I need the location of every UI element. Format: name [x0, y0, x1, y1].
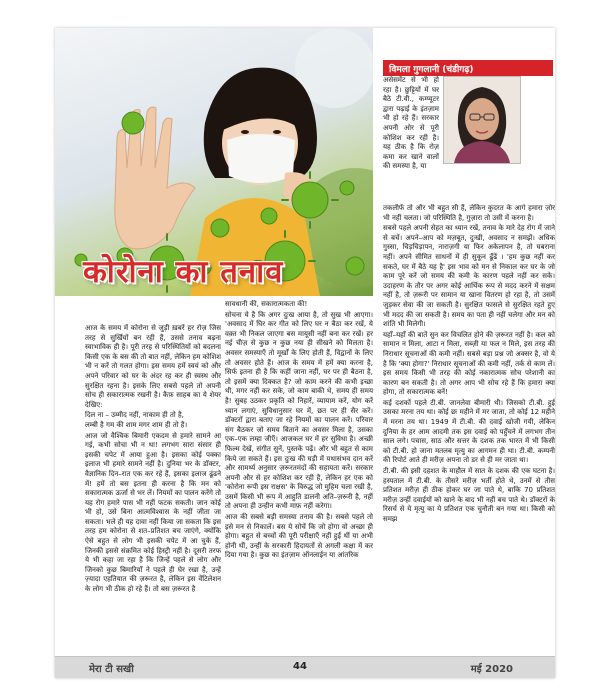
- paragraph: आज जो वैश्विक बिमारी एकदम से हमारे सामने आ गई, कभी सोचा भी न था! लगभग सारा संसार ही इसकी चपेट में आया हुआ है। इसका कोई पक्का इलाज भी हमारे सामने नहीं है। दुनिया भर के डॉक्टर, वैज्ञानिक दिन–रात एक कर रहे हैं, इसका इलाज ढूंढने में! हमें तो बस इतना ही करना है कि मन को सकारात्मक ऊर्जा से भर लें। नियमों का पालन करेंगे तो यह रोग हमारे पास भी नहीं फटक सकती। जान कोई भी हो, उसे बिना आत्मविश्वास के नहीं जीता जा सकता। भले ही यह दावा नहीं किया जा सकता कि इस तरह हम कोरोना से शत–प्रतिशत बच जाएंगे, क्योंकि ऐसे बहुत से लोग भी इसकी चपेट में आ चुके हैं, जिनकी इससे संक्रमित कोई हिस्ट्री नहीं है। दूसरी तरफ ये भी कहा जा रहा है कि जिन्हें पहले से लोग और जिनको कुछ बिमारियाँ ने पहले ही घेर रखा है, उन्हें ज़्यादा एहतियात की ज़रूरत है, लेकिन इस वेंटिलेशन के लोग भी ठीक हो रहे हैं। तो बस ज़रूरत है: [85, 431, 221, 594]
- author-photo: [443, 76, 521, 164]
- virus-icon: [261, 208, 277, 224]
- paragraph: आज के समय में कोरोना से जुड़ी ख़बरें हर रोज़ जिस तरह से सुर्खियों बन रही हैं, उससे तनाव बढ़ना स्वाभाविक ही है। पूरी तरह से परिस्थितियों को बदलना किसी एक के बस की तो बात नहीं, लेकिन हम कोशिश भी न करें तो गलत होगा। इस समय हमें स्वयं को और अपने परिवार को घर के अंदर रह कर ही स्वस्थ और सुरक्षित रहना है। इसके लिए सबसे पहले तो अपनी सोच ही सकारात्मक रखनी है। कैफ़ साहब का ये शेयर देखिए:: [85, 324, 221, 409]
- poem-line: लम्बी है गम की शाम मगर शाम ही तो है।: [85, 420, 188, 429]
- page-number: 44: [293, 661, 307, 672]
- virus-icon: [122, 112, 144, 134]
- magazine-name: मेरा टी सखी: [89, 664, 134, 675]
- author-name-bar: विमला गुगलानी (चंडीगढ़): [383, 60, 553, 76]
- article-column-3-top: [383, 76, 439, 204]
- paragraph: यहाँ–यहाँ की बातें सुन कर विचलित होने की ज़रूरत नहीं है। कल को सामान न मिला, आटा न मिला, सब्ज़ी या फल न मिले, इस तरह की निराधार सूचनाओं की कमी नहीं। सबसे बड़ा प्रश्न जो अक्सर है, वो ये है कि 'क्या होगा?' निराधार सूचनाओं की कमी नहीं, तर्क से काम लें। इस समय किसी भी तरह की कोई नकारात्मक सोच परेशानी का कारण बन सकती है। तो अगर आप भी सोच रहे हैं कि हमारा क्या होगा, तो सकारात्मक बनें!: [383, 330, 555, 397]
- paragraph: तकलीफें तो और भी बहुत सी हैं, लेकिन कुदरत के आगे हमारा ज़ोर भी नहीं चलता। जो परिस्थिति है, गुज़ारा तो उसी में करना है।: [383, 204, 555, 222]
- paragraph: कई दशकों पहले टी.बी. जानलेवा बीमारी थी। जिसको टी.बी. हुई उसका मरना तय था। कोई छः महीने में मर जाता, तो कोई 12 महीने में मरना तय था। 1949 में टी.बी. की दवाई खोजी गयी, लेकिन दुनिया के हर आम आदमी तक इस दवाई को पहुँचने में लगभग तीन साल लगे। पचास, साठ और सत्तर के दशक तक भारत में भी किसी को टी.बी. हो जाना मतलब मृत्यु का आगमन ही था। टी.बी. कम्पनी की रिपोर्ट आते ही मरीज़ अपना तो डर से ही मर जाता था।: [383, 398, 555, 465]
- article-column-1: [85, 324, 221, 654]
- poem-line: दिल ना – उम्मीद नहीं, नाकाम ही तो है,: [85, 411, 184, 420]
- paragraph: टी.बी. की इसी दहशत के माहौल में सात के दशक की एक घटना है। हस्पताल में टी.बी. के तीसरे मरीज़ भर्ती होते थे, उनमें से तीस प्रतिशत मरीज़ ही ठीक होकर घर जा पाते थे, बाकि 70 प्रतिशत मरीज़ उन्हीं दवाईयों को खाने के बाद भी नहीं बच पाते थे। डॉक्टरों के रिसर्च से ये मृत्यु का ये प्रतिशत एक चुनौती बन गया था। किसी को समझ: [383, 467, 555, 523]
- article-column-2: [225, 300, 373, 654]
- magazine-page: [55, 28, 555, 678]
- paragraph: आज की सबसे बड़ी समस्या तनाव की है। सबसे पहले तो इसे मन से निकालें। बस ये सोचें कि जो होगा वो अच्छा ही होगा। बहुत से बच्चों की पूरी परीक्षाएँ नहीं हुईं थीं या अभी होनी थीं, उन्हीं के सरकारी हिदायतों से अगली कक्षा में कर दिया गया है। कुछ का इंतज़ाम ऑनलाईन या आंतरिक: [225, 513, 373, 560]
- article-column-3: [383, 204, 555, 654]
- paragraph: सबसे पहले अपनी सेहत का ध्यान रखें, तनाव के मारे देह रोग में जाने से बचें। अपने–आप को मज़बूत, दुःखी, अवसाद न समझें। अधिक गुस्सा, चिड़चिड़ापन, नाराज़गी या फिर अकेलापन है, तो घबराना नहीं। अपने सीमित साधनों में ही सुकून ढूँढें । 'हम कुछ नहीं कर सकते, घर में बैठे यह है' इस भाव को मन से निकाल कर घर के जो काम पूरे करें जो समय की कमी के कारण पहले नहीं कर सके। उदाहरण के तौर पर अगर कोई आर्थिक रूप से मदद करने में सक्षम नहीं है, तो ज़रूरी पर सामान या खाना वितरण हो रहा है, तो उसमें जुड़कर सेवा की जा सकती है। सुरक्षित फासले से सुरक्षित रहते हुए भी मदद की जा सकती है। समय का पता ही नहीं चलेगा और मन को शांति भी मिलेगी।: [383, 224, 555, 329]
- page-footer: [55, 656, 555, 678]
- issue-date: मई 2020: [470, 664, 513, 675]
- virus-icon: [211, 219, 229, 237]
- paragraph: सोचना ये है कि अगर दुःख आया है, तो सुख भी आएगा। 'अवसाद में घिर कर गीत को लिए घर न बैठा कर रखें, ये वक़्त भी निकल जाएगा बस मायूसी नहीं बना कर रखें। हर नई चीज़ से कुछ न कुछ नया ही सीखने को मिलता है। अवसर समस्याएँ तो मूर्खों के लिए होती हैं, विद्वानों के लिए तो अवसर होते हैं। आज के समय में हमें क्या करना है, सिर्फ इतना ही है कि कहीं जाना नहीं, घर पर ही बैठना है, तो इसमें क्या दिक्कत है? जो काम करने की कभी इच्छा थी, मगर नहीं कर सके, जो काम बाकी थे, समय ही समय है! सुबह उठकर प्रकृति को निहारें, व्यायाम करें, योग करें ध्यान लगाएं, सुविधानुसार घर में, छत पर ही सैर करें। डॉक्टरों द्वारा बताए जा रहे नियमों का पालन करें। परिवार संग बैठकर जो समय बिताने का अवसर मिला है, उसका एक–एक लम्हा जीएँ। आजकल घर में हर सुविधा है। अच्छी फिल्म देखें, संगीत सुनें, पुस्तकें पढ़ें। और भी बहुत से काम किये जा सकते हैं। इस दुःख की घड़ी में यथासंभव दान करें और सामर्थ्य अनुसार ज़रूरतमंदों की सहायता करें। सरकार अपनी और से हर कोशिश कर रही है, लेकिन हर एक को 'कोरोना रूपी इस राक्षस' के विरुद्ध जो मुहिम चला रखी है, उसमें किसी भी रूप में आहुति डालनी अति–ज़रूरी है, नहीं तो अपना ही उन्हीन कभी माफ़ नहीं करेगा।: [225, 310, 373, 511]
- article-title: कोरोना का तनाव: [83, 254, 284, 290]
- virus-icon: [292, 182, 328, 218]
- virus-icon: [340, 181, 354, 195]
- paragraph: असेसमेंट से भी हो रहा है। छुट्टियों में घर बैठे टी.वी., कम्प्यूटर द्वारा पढ़ाई के इंतज़ाम भी हो रहे हैं। सरकार अपनी ओर से पूरी कोशिश कर रही है। यह ठीक है कि रोज़ कमा कर खाने वालों की समस्या है, या: [383, 76, 439, 171]
- paragraph: सावधानी की, सकारात्मकता की!: [225, 300, 308, 308]
- woman-portrait-icon: [444, 77, 520, 163]
